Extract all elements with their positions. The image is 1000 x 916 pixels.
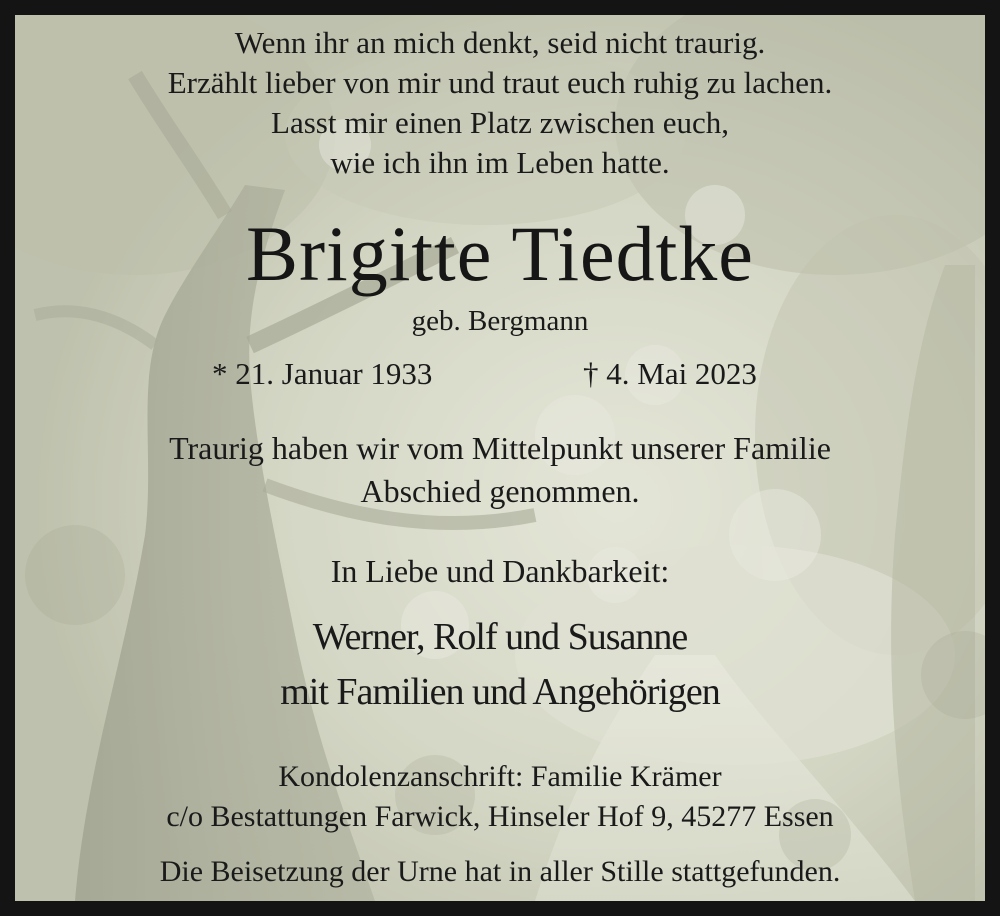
notice-content (15, 15, 985, 901)
signers-line: mit Familien und Angehörigen (280, 671, 720, 713)
message-intro: In Liebe und Dankbarkeit: (330, 553, 670, 589)
poem-line: Lasst mir einen Platz zwischen euch, (271, 105, 729, 140)
birth-date: * 21. Januar 1933 (212, 356, 433, 391)
message-line: Abschied genommen. (360, 473, 640, 509)
poem-line: wie ich ihn im Leben hatte. (330, 145, 670, 180)
deceased-name: Brigitte Tiedtke (246, 210, 754, 297)
signers-line: Werner, Rolf und Susanne (312, 616, 688, 658)
poem-line: Wenn ihr an mich denkt, seid nicht traurig. (234, 25, 766, 60)
poem-line: Erzählt lieber von mir und traut euch ruhig zu lachen. (167, 65, 833, 100)
birth-name: geb. Bergmann (411, 305, 589, 337)
condolence-address: Kondolenzanschrift: Familie Krämer (278, 760, 722, 793)
death-date: † 4. Mai 2023 (583, 356, 757, 391)
burial-note: Die Beisetzung der Urne hat in aller Stille stattgefunden. (159, 855, 841, 888)
message-line: Traurig haben wir vom Mittelpunkt unserer Familie (169, 430, 831, 466)
condolence-address: c/o Bestattungen Farwick, Hinseler Hof 9, 45277 Essen (166, 800, 834, 833)
